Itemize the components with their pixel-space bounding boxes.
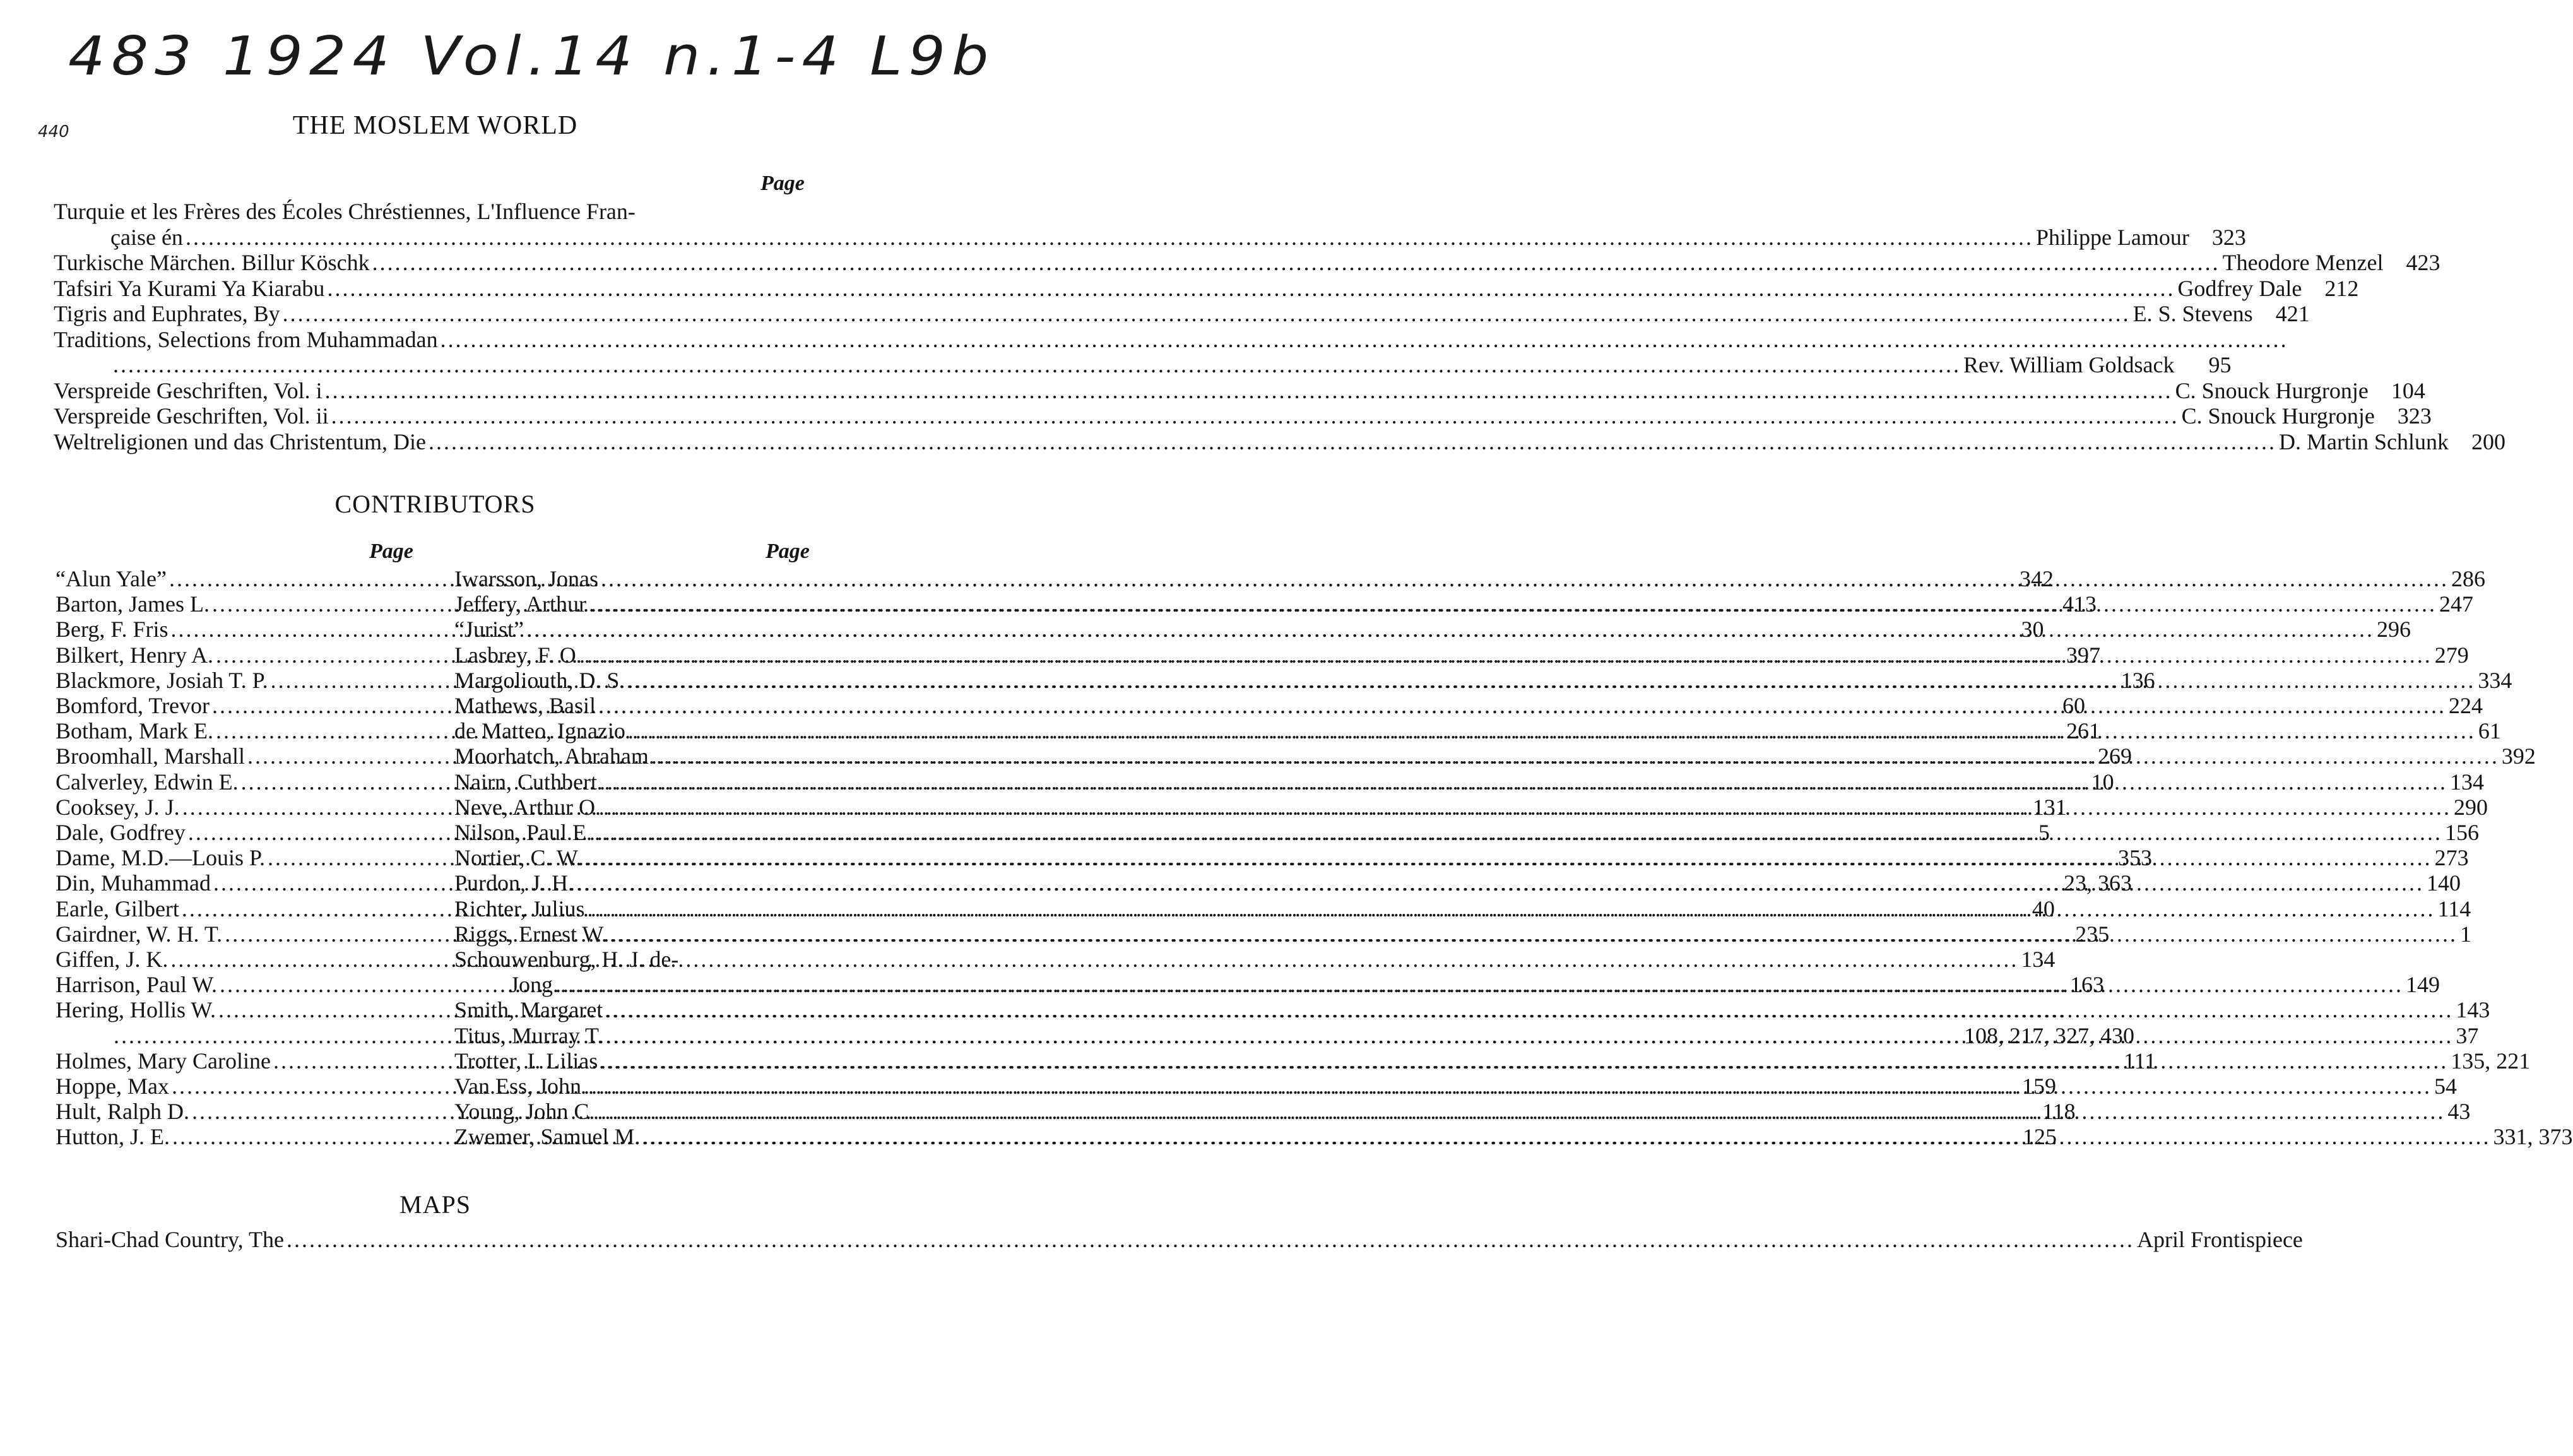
book-title-continuation: çaise én <box>110 224 183 250</box>
book-entry-line <box>54 429 2505 454</box>
book-title: Tigris and Euphrates, By <box>54 301 280 326</box>
dot-leader <box>597 1099 2445 1124</box>
contributor-page: 108, 217, 327, 430 <box>1964 1022 2134 1048</box>
contributor-page: 273 <box>2434 845 2469 871</box>
contributor-name: Margoliouth, D. S. <box>454 667 625 693</box>
contributor-name: Dale, Godfrey <box>56 820 186 845</box>
dot-leader <box>651 743 2499 769</box>
dot-leader <box>594 820 2442 845</box>
contributor-page: 392 <box>2501 743 2536 769</box>
contributor-page: 40 <box>2032 896 2055 921</box>
contributor-name: Earle, Gilbert <box>56 896 179 921</box>
contributor-name: Dame, M.D.—Louis P. <box>56 845 265 871</box>
book-entry-line <box>54 199 754 224</box>
dot-leader <box>603 795 2451 820</box>
dot-leader <box>628 718 2476 743</box>
book-title: Weltreligionen und das Christentum, Die <box>54 429 426 454</box>
contributor-name: Broomhall, Marshall <box>56 743 245 769</box>
dot-leader <box>610 921 2458 947</box>
dot-leader <box>429 429 2276 454</box>
contributor-name: Botham, Mark E. <box>56 718 213 744</box>
contributor-page: 30 <box>2021 617 2044 642</box>
contributor-page: 10 <box>2091 769 2114 795</box>
contributor-name: Nortier, C. W. <box>454 845 582 871</box>
contributor-name: Harrison, Paul W. <box>56 972 217 998</box>
book-page: 104 <box>2391 377 2425 403</box>
map-location: April Frontispiece <box>2136 1227 2303 1252</box>
contributor-name: Din, Muhammad <box>56 870 211 896</box>
dot-leader <box>283 301 2131 326</box>
contributor-page: 159 <box>2021 1074 2056 1099</box>
contributor-name: “Jurist” <box>454 617 524 642</box>
contributor-page: 5 <box>2038 820 2050 845</box>
book-entry-line <box>110 352 2232 377</box>
contributor-page: 60 <box>2062 693 2086 718</box>
contributor-page: 342 <box>2019 566 2054 591</box>
dot-leader <box>327 276 2175 301</box>
contributor-entry <box>454 820 2480 845</box>
contributor-name: Berg, F. Fris <box>56 617 169 642</box>
contributor-page: 118 <box>2042 1099 2076 1125</box>
book-entry-line <box>54 301 2310 326</box>
contributor-name: Jeffery, Arthur <box>454 591 586 617</box>
contributor-name: Purdon, J. H. <box>454 870 574 896</box>
contributor-page: 269 <box>2097 743 2132 769</box>
contributor-page: 1 <box>2460 921 2472 947</box>
book-page: 200 <box>2471 429 2505 454</box>
dot-leader <box>605 1023 2453 1048</box>
contributor-name: Hoppe, Max <box>56 1074 169 1099</box>
contributor-name: Neve, Arthur O. <box>454 794 601 820</box>
contributor-page: 143 <box>2456 997 2490 1023</box>
contributor-page: 334 <box>2478 667 2512 693</box>
dot-leader <box>589 591 2437 617</box>
book-page: 323 <box>2211 224 2246 250</box>
contributor-page: 37 <box>2456 1022 2479 1048</box>
contributor-page: 114 <box>2437 896 2471 921</box>
book-entry-line <box>54 275 2359 301</box>
contributor-page: 125 <box>2023 1124 2057 1150</box>
contributor-name: Moorhatch, Abraham <box>454 743 649 769</box>
books-page-label: Page <box>760 172 805 195</box>
contributor-page: 140 <box>2427 870 2461 896</box>
contributor-page: 397 <box>2066 642 2100 668</box>
book-entry-line <box>54 250 2440 275</box>
contributor-name: Jong <box>510 972 553 998</box>
contributor-name: Bilkert, Henry A. <box>56 642 213 668</box>
book-author: Godfrey Dale <box>2177 275 2302 301</box>
dot-leader <box>600 1048 2448 1074</box>
contributor-name: Zwemer, Samuel M. <box>454 1124 641 1150</box>
dot-leader <box>325 378 2173 403</box>
contributor-page: 353 <box>2118 845 2152 871</box>
dot-leader <box>186 225 2033 250</box>
contributor-page: 290 <box>2453 794 2488 820</box>
maps-title: MAPS <box>399 1190 471 1219</box>
book-title: Verspreide Geschriften, Vol. i <box>54 377 322 403</box>
handwritten-catalog-note: 483 1924 Vol.14 n.1-4 L9b <box>68 25 995 88</box>
dot-leader <box>598 693 2446 718</box>
contributor-name: Hering, Hollis W. <box>56 997 216 1023</box>
book-page: 95 <box>2208 352 2232 377</box>
contributor-name: Nairn, Cuthbert <box>454 769 597 795</box>
contributor-name: Van Ess, John <box>454 1074 582 1099</box>
dot-leader <box>588 896 2435 921</box>
contributor-page: 286 <box>2451 566 2485 591</box>
book-title: Tafsiri Ya Kurami Ya Kiarabu <box>54 275 325 301</box>
contributor-name: Nilson, Paul E. <box>454 820 593 845</box>
dot-leader <box>113 352 1961 377</box>
dot-leader <box>605 997 2453 1022</box>
dot-leader <box>170 947 2018 972</box>
contributor-name: Iwarsson, Jonas <box>454 566 598 591</box>
book-title: Verspreide Geschriften, Vol. ii <box>54 403 329 429</box>
contributor-name: Calverley, Edwin E. <box>56 769 239 795</box>
book-author: E. S. Stevens <box>2132 301 2253 326</box>
contributor-name: Holmes, Mary Caroline <box>56 1048 271 1074</box>
contributor-name: Lasbrey, F. O. <box>454 642 582 668</box>
book-author: Philippe Lamour <box>2035 224 2189 250</box>
contributors-left-page-label: Page <box>369 540 413 563</box>
contributor-page: 149 <box>2406 972 2440 998</box>
dot-leader <box>331 403 2179 429</box>
contributor-page: 279 <box>2434 642 2469 668</box>
contributor-page: 23, 363 <box>2063 870 2132 896</box>
contributor-page: 136 <box>2121 667 2155 693</box>
contributor-name: Gairdner, W. H. T. <box>56 921 223 947</box>
book-page: 323 <box>2397 403 2432 429</box>
dot-leader <box>372 250 2220 275</box>
dot-leader <box>555 972 2403 997</box>
contributor-name: Giffen, J. K. <box>56 947 169 972</box>
book-entry-line <box>54 327 754 352</box>
contributor-page: 156 <box>2445 820 2480 845</box>
dot-leader <box>627 668 2475 693</box>
contributor-entry <box>454 997 2490 1023</box>
book-title: Turkische Märchen. Billur Köschk <box>54 250 370 275</box>
dot-leader <box>584 1074 2432 1099</box>
dot-leader <box>601 566 2449 591</box>
book-title: Traditions, Selections from Muhammadan <box>54 326 438 352</box>
contributor-name: Barton, James L. <box>56 591 210 617</box>
contributor-page: 135, 221 <box>2451 1048 2531 1074</box>
contributor-name: Hutton, J. E. <box>56 1124 170 1150</box>
contributor-name: de Matteo, Ignazio <box>454 718 625 744</box>
contributor-page: 413 <box>2062 591 2097 617</box>
contributor-name: Young, John C. <box>454 1099 595 1125</box>
running-head: THE MOSLEM WORLD <box>292 111 578 140</box>
contributor-name: Titus, Murray T. <box>454 1022 603 1048</box>
contributor-page: 247 <box>2439 591 2473 617</box>
contributor-page: 163 <box>2070 972 2104 998</box>
book-author: C. Snouck Hurgronje <box>2175 377 2369 403</box>
contributor-page: 296 <box>2376 617 2411 642</box>
dot-leader <box>441 327 2288 352</box>
book-author: D. Martin Schlunk <box>2279 429 2449 454</box>
contributor-entry <box>454 947 820 972</box>
contributor-page: 134 <box>2021 947 2055 972</box>
dot-leader <box>643 1124 2491 1149</box>
contributor-name: Bomford, Trevor <box>56 693 210 718</box>
book-page: 421 <box>2275 301 2310 326</box>
contributor-name: Schouwenburg, H. J. de- <box>454 947 679 972</box>
dot-leader <box>600 769 2447 795</box>
contributor-name: Hult, Ralph D. <box>56 1099 189 1125</box>
contributor-name: Riggs, Ernest W. <box>454 921 608 947</box>
contributor-name: Cooksey, J. J. <box>56 794 180 820</box>
contributor-page: 134 <box>2449 769 2484 795</box>
map-title: Shari-Chad Country, The <box>56 1227 284 1252</box>
contributor-page: 111 <box>2123 1048 2156 1074</box>
contributor-page: 224 <box>2448 693 2483 718</box>
contributor-page: 131 <box>2032 794 2067 820</box>
book-author: Theodore Menzel <box>2222 250 2384 275</box>
dot-leader <box>584 845 2432 870</box>
contributor-name: Richter, Julius <box>454 896 585 921</box>
contributor-name: Trotter, I. Lilias <box>454 1048 598 1074</box>
map-entry <box>56 1227 2303 1252</box>
dot-leader <box>584 642 2432 668</box>
book-entry-line <box>110 224 2246 250</box>
contributors-title: CONTRIBUTORS <box>334 490 536 518</box>
contributor-entry <box>56 997 422 1022</box>
contributor-name: Blackmore, Josiah T. P. <box>56 667 268 693</box>
contributor-page: 331, 373 <box>2493 1124 2573 1150</box>
book-entry-line <box>54 403 2432 429</box>
contributor-page: 261 <box>2066 718 2100 744</box>
book-author: Rev. William Goldsack <box>1963 352 2175 377</box>
dot-leader <box>526 617 2374 642</box>
dot-leader <box>576 870 2424 896</box>
page-number: 440 <box>38 122 69 141</box>
contributors-right-page-label: Page <box>766 540 810 563</box>
book-page: 423 <box>2406 250 2440 275</box>
contributor-name: “Alun Yale” <box>56 566 167 591</box>
dot-leader <box>287 1227 2134 1252</box>
book-entry-line <box>54 377 2425 403</box>
contributor-page: 61 <box>2478 718 2501 744</box>
book-page: 212 <box>2324 275 2359 301</box>
contributor-page: 43 <box>2447 1099 2471 1125</box>
contributor-page: 54 <box>2434 1074 2458 1099</box>
contributor-name: Mathews, Basil <box>454 693 596 718</box>
book-title: Turquie et les Frères des Écoles Chréstiennes, L'Influence Fran- <box>54 199 636 224</box>
book-author: C. Snouck Hurgronje <box>2181 403 2375 429</box>
contributor-name: Smith, Margaret <box>454 997 603 1023</box>
contributor-page: 235 <box>2075 921 2110 947</box>
